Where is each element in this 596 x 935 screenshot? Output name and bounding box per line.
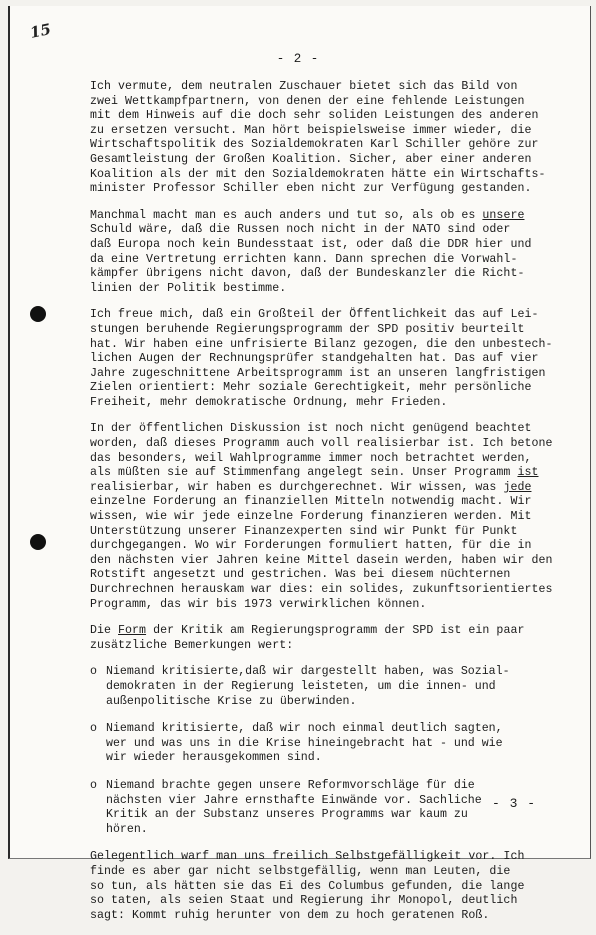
paragraph-closing: Gelegentlich warf man uns freilich Selbstgefälligkeit vor. Ich finde es aber gar nicht selbstgefällig, wenn man Leuten, die so tun, als hätten sie das Ei des Columbus gefunden, die lange so taten, als seien Staat und Regierung ihr Monopol, deutlich sagt: Kommt ruhig herunter von dem zu hoch geratenen Roß. xyxy=(90,850,525,922)
paragraph-4-underlined-1: ist xyxy=(517,466,539,480)
paragraph-2-underlined: unsere xyxy=(482,208,525,222)
list-item xyxy=(90,722,552,766)
bullet-marker: o xyxy=(90,722,97,736)
paragraph-4-underlined-2: jede xyxy=(503,480,532,494)
page-number: - 2 - xyxy=(276,52,320,66)
punch-hole-top xyxy=(30,306,46,322)
paragraph-5 xyxy=(90,624,552,653)
paragraph-4-text-c: einzelne Forderung an finanziellen Mitteln notwendig macht. Wir wissen, wie wir jede einzelne Forderung finanzieren werden. Mit Unterstützung unserer Finanzexperten sind wir Punkt für Punkt durchgegangen. Wo wir Forderungen formuliert hatten, für die in den nächsten vier Jahren keine Mittel dasein werden, haben wir den Rotstift angesetzt und gestrichen. Was bei diesem nüchternen Durchrechnen herauskam war dies: ein solides, zukunftsorientiertes Programm, das wir bis 1973 verwirklichen können. xyxy=(90,495,553,611)
paragraph-2-text-a: Manchmal macht man es auch anders und tut so, als ob es xyxy=(90,208,483,222)
paragraph-3: Ich freue mich, daß ein Großteil der Öffentlichkeit das auf Lei- stungen beruhende Regierungsprogramm der SPD positiv beurteilt hat. Wir haben eine unfrisierte Bilanz gezogen, die den unbestech- lichen Augen der Rechnungsprüfer standgehalten hat. Das auf vier Jahre zugeschnittene Arbeitsprogramm ist an unseren langfristigen Zielen orientiert: Mehr soziale Gerechtigkeit, mehr persönliche Freiheit, mehr demokratische Ordnung, mehr Frieden. xyxy=(90,308,553,409)
handwritten-page-mark: 15 xyxy=(28,20,53,42)
paragraph-2-text-b: Schuld wäre, daß die Russen noch nicht in der NATO sind oder daß Europa noch kein Bundesstaat ist, oder daß die DDR hier und da eine Vertretung errichten kann. Dann sprechen die Vorwahl- kämpfer übrigens nicht davon, daß der Bundeskanzler die Richt- linien der Politik bestimme. xyxy=(90,223,532,295)
paragraph-5-text-a: Die xyxy=(90,624,119,638)
list-item-text: Niemand kritisierte,daß wir dargestellt haben, was Sozial- demokraten in der Regierung leisteten, um die innen- und außenpolitische Krise zu überwinden. xyxy=(106,665,510,708)
paragraph-4-text-a: In der öffentlichen Diskussion ist noch nicht genügend beachtet worden, daß dieses Programm auch voll realisierbar ist. Ich betone das besonders, weil Wahlprogramme immer noch betrachtet werden, als müßten sie auf Stimmenfang angelegt sein. Unser Programm xyxy=(90,422,553,480)
paragraph-4-text-b: realisierbar, wir haben es durchgerechnet. Wir wissen, was xyxy=(90,480,497,494)
paragraph-4 xyxy=(90,422,552,612)
bullet-marker: o xyxy=(90,778,97,792)
list-item-text: Niemand kritisierte, daß wir noch einmal deutlich sagten, wer und was uns in die Krise hineingebracht hat - und wie wir wieder herausgekommen sind. xyxy=(106,722,503,765)
paragraph-5-underlined: Form xyxy=(118,624,147,638)
punch-hole-bottom xyxy=(30,534,46,550)
paragraph-1: Ich vermute, dem neutralen Zuschauer bietet sich das Bild von zwei Wettkampfpartnern, von denen der eine fehlende Leistungen mit dem Hinweis auf die doch sehr soliden Leistungen des anderen zu ersetzen versucht. Man hört beispielsweise immer wieder, die Wirtschaftspolitik des Sozialdemokraten Karl Schiller gehöre zur Gesamtleistung der Großen Koalition. Sicher, aber einer anderen Koalition als der mit den Sozialdemokraten hätte ein Wirtschafts- minister Professor Schiller eben nicht zur Verfügung gestanden. xyxy=(90,80,546,196)
paragraph-5-text-b: der Kritik am Regierungsprogramm der SPD ist ein paar zusätzliche Bemerkungen wert: xyxy=(90,624,525,652)
list-item-text: Niemand brachte gegen unsere Reformvorschläge für die nächsten vier Jahre ernsthafte Einwände vor. Sachliche Kritik an der Substanz unseres Programms war kaum zu hören. xyxy=(106,778,482,836)
paragraph-2 xyxy=(90,209,552,297)
list-item xyxy=(90,779,552,837)
bullet-marker: o xyxy=(90,665,97,679)
next-page-indicator: - 3 - xyxy=(492,796,537,811)
document-body xyxy=(90,80,552,935)
list-item xyxy=(90,665,552,709)
